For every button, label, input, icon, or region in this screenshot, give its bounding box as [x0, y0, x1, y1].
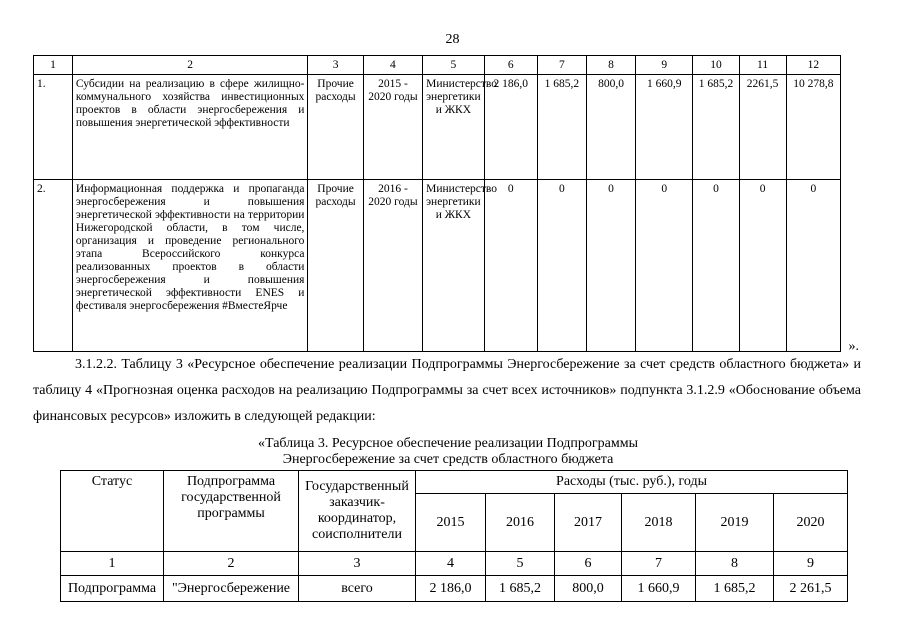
table-header-row	[61, 471, 848, 494]
closing-quote: ».	[848, 339, 859, 354]
row-period: 2015 - 2020 годы	[363, 75, 422, 180]
col-num: 2	[164, 552, 299, 576]
row-source: Прочие расходы	[308, 180, 363, 352]
row-period: 2016 - 2020 годы	[363, 180, 422, 352]
col-num: 3	[299, 552, 416, 576]
row-description: Информационная поддержка и пропаганда энергосбережения и повышения энергетической эффективности на территории Нижегородской области, в том числе, организация и проведение регионального этапа Всероссийского конкурса реализованных проектов в области энергосбережения и повышения энергетической эффективности ENES и фестиваля энергосбережения #ВместеЯрче	[72, 180, 308, 352]
table-header-row	[34, 56, 841, 75]
row-value: 0	[586, 180, 635, 352]
year-cell: 2016	[486, 494, 555, 552]
header-expenses: Расходы (тыс. руб.), годы	[416, 471, 848, 494]
row-value: 2 186,0	[484, 75, 537, 180]
row-value: 0	[786, 180, 840, 352]
row-number: 2.	[34, 180, 73, 352]
row-value: 2 261,5	[774, 576, 848, 602]
col-num: 6	[555, 552, 622, 576]
header-cell: 4	[363, 56, 422, 75]
page-number: 28	[445, 32, 460, 47]
row-value: 1 685,2	[693, 75, 739, 180]
header-cell: 2	[72, 56, 308, 75]
row-value: 0	[484, 180, 537, 352]
col-num: 8	[696, 552, 774, 576]
row-value: 800,0	[586, 75, 635, 180]
col-num: 5	[486, 552, 555, 576]
header-cell: 5	[423, 56, 484, 75]
row-value: 0	[537, 180, 586, 352]
row-value: 0	[693, 180, 739, 352]
header-cell: 6	[484, 56, 537, 75]
col-num: 7	[622, 552, 696, 576]
row-value: 1 685,2	[537, 75, 586, 180]
col-num: 9	[774, 552, 848, 576]
header-cell: 12	[786, 56, 840, 75]
row-value: 1 660,9	[622, 576, 696, 602]
table3-caption-line1: «Таблица 3. Ресурсное обеспечение реализации Подпрограммы	[257, 436, 638, 451]
header-cell: 7	[537, 56, 586, 75]
table-row	[34, 75, 841, 180]
header-cell: 3	[308, 56, 363, 75]
header-status: Статус	[61, 471, 164, 552]
row-value: 2 186,0	[416, 576, 486, 602]
col-num: 4	[416, 552, 486, 576]
activities-table	[33, 55, 841, 352]
row-executor: Министерство энергетики и ЖКХ	[423, 75, 484, 180]
row-number: 1.	[34, 75, 73, 180]
year-cell: 2017	[555, 494, 622, 552]
header-cell: 9	[636, 56, 693, 75]
row-value: 1 685,2	[696, 576, 774, 602]
amendment-paragraph: 3.1.2.2. Таблицу 3 «Ресурсное обеспечение реализации Подпрограммы Энергосбережение за счет средств областного бюджета» и таблицу 4 «Прогнозная оценка расходов на реализацию Подпрограммы за счет всех источников» подпункта 3.1.2.9 «Обоснование объема финансовых ресурсов» изложить в следующей редакции:	[33, 357, 861, 424]
row-description: Субсидии на реализацию в сфере жилищно-коммунального хозяйства инвестиционных проектов в области энергосбережения и повышения энергетической эффективности	[72, 75, 308, 180]
row-status: Подпрограмма	[61, 576, 164, 602]
table-row	[61, 576, 848, 602]
row-value: 2261,5	[739, 75, 786, 180]
row-value: 800,0	[555, 576, 622, 602]
row-customer: всего	[299, 576, 416, 602]
year-cell: 2019	[696, 494, 774, 552]
header-cell: 8	[586, 56, 635, 75]
row-value: 1 660,9	[636, 75, 693, 180]
header-customer: Государственный заказчик-координатор, соисполнители	[299, 471, 416, 552]
header-cell: 11	[739, 56, 786, 75]
header-cell: 10	[693, 56, 739, 75]
year-cell: 2015	[416, 494, 486, 552]
year-cell: 2018	[622, 494, 696, 552]
row-value: 10 278,8	[786, 75, 840, 180]
table3-caption-line2: Энергосбережение за счет средств областного бюджета	[282, 452, 614, 467]
column-number-row	[61, 552, 848, 576]
resource-table	[60, 470, 848, 602]
year-cell: 2020	[774, 494, 848, 552]
row-program: "Энергосбережение	[164, 576, 299, 602]
row-value: 0	[636, 180, 693, 352]
header-cell: 1	[34, 56, 73, 75]
table-row	[34, 180, 841, 352]
row-source: Прочие расходы	[308, 75, 363, 180]
row-value: 1 685,2	[486, 576, 555, 602]
row-executor: Министерство энергетики и ЖКХ	[423, 180, 484, 352]
header-program: Подпрограмма государственной программы	[164, 471, 299, 552]
col-num: 1	[61, 552, 164, 576]
row-value: 0	[739, 180, 786, 352]
